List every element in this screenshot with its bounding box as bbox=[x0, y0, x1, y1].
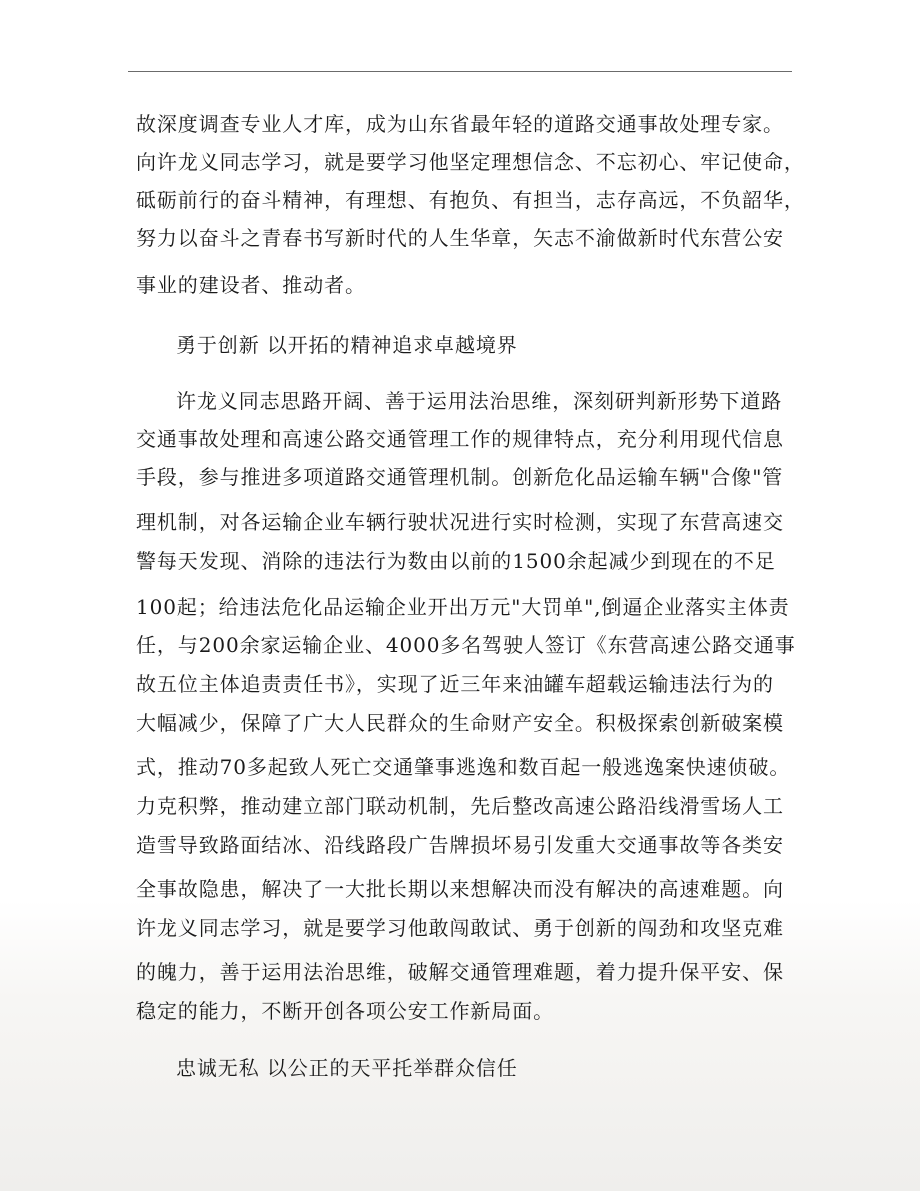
text-line: 式，推动70多起致人死亡交通肇事逃逸和数百起一般逃逸案快速侦破。 bbox=[136, 755, 791, 779]
text-line: 砥砺前行的奋斗精神，有理想、有抱负、有担当，志存高远，不负韶华， bbox=[136, 188, 805, 212]
section-heading: 勇于创新 以开拓的精神追求卓越境界 bbox=[176, 333, 518, 357]
text-line: 向许龙义同志学习，就是要学习他坚定理想信念、不忘初心、牢记使命， bbox=[136, 150, 805, 174]
text-line: 交通事故处理和高速公路交通管理工作的规律特点，充分利用现代信息 bbox=[136, 427, 784, 451]
text-line: 手段，参与推进多项道路交通管理机制。创新危化品运输车辆"合像"管 bbox=[136, 465, 784, 489]
section-heading: 忠诚无私 以公正的天平托举群众信任 bbox=[176, 1056, 518, 1080]
text-line: 许龙义同志学习，就是要学习他敢闯敢试、勇于创新的闯劲和攻坚克难 bbox=[136, 916, 784, 940]
text-line: 全事故隐患，解决了一大批长期以来想解决而没有解决的高速难题。向 bbox=[136, 877, 784, 901]
text-line: 警每天发现、消除的违法行为数由以前的1500余起减少到现在的不足 bbox=[136, 549, 776, 573]
text-line: 稳定的能力，不断开创各项公安工作新局面。 bbox=[136, 999, 554, 1023]
text-line: 100起；给违法危化品运输企业开出万元"大罚单",倒逼企业落实主体责 bbox=[136, 595, 790, 619]
text-line: 力克积弊，推动建立部门联动机制，先后整改高速公路沿线滑雪场人工 bbox=[136, 794, 784, 818]
header-divider bbox=[128, 71, 792, 72]
text-line: 造雪导致路面结冰、沿线路段广告牌损坏易引发重大交通事故等各类安 bbox=[136, 833, 784, 857]
text-line: 故五位主体追责责任书》，实现了近三年来油罐车超载运输违法行为的 bbox=[136, 672, 774, 696]
text-line: 事业的建设者、推动者。 bbox=[136, 273, 366, 297]
text-line: 努力以奋斗之青春书写新时代的人生华章，矢志不渝做新时代东营公安 bbox=[136, 226, 784, 250]
text-line: 任，与200余家运输企业、4000多名驾驶人签订《东营高速公路交通事 bbox=[136, 633, 796, 657]
text-line: 许龙义同志思路开阔、善于运用法治思维，深刻研判新形势下道路 bbox=[176, 389, 783, 413]
text-line: 理机制，对各运输企业车辆行驶状况进行实时检测，实现了东营高速交 bbox=[136, 510, 784, 534]
text-line: 故深度调查专业人才库，成为山东省最年轻的道路交通事故处理专家。 bbox=[136, 112, 784, 136]
text-line: 大幅减少，保障了广大人民群众的生命财产安全。积极探索创新破案模 bbox=[136, 711, 784, 735]
text-line: 的魄力，善于运用法治思维，破解交通管理难题，着力提升保平安、保 bbox=[136, 960, 784, 984]
